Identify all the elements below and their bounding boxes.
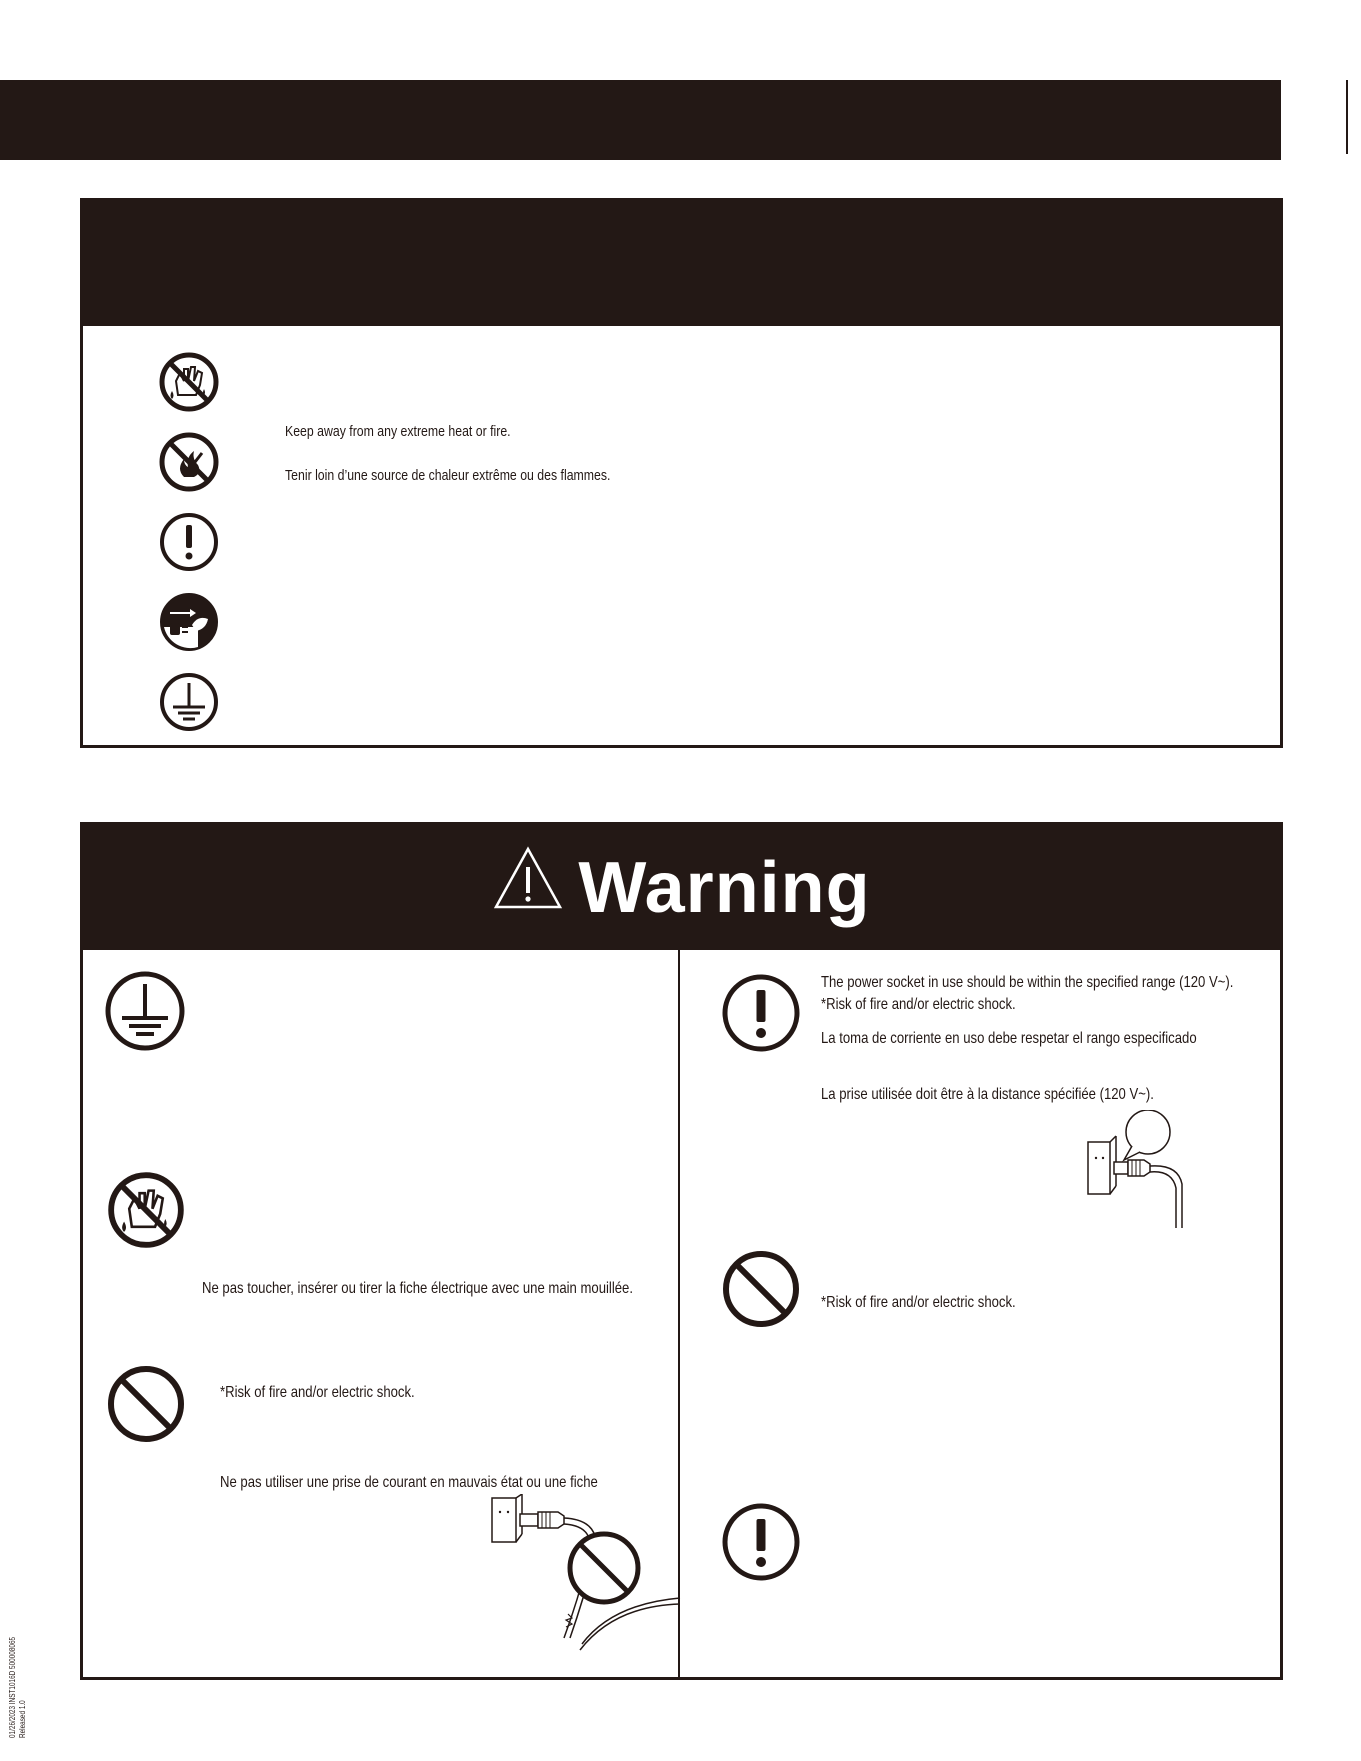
symbols-panel-header bbox=[83, 201, 1280, 326]
warning-triangle-icon bbox=[492, 845, 564, 923]
exclamation-icon bbox=[721, 1502, 801, 1582]
document-code-line-2: Released 1.0 bbox=[18, 1700, 27, 1738]
plug-socket-illustration bbox=[1084, 1110, 1214, 1235]
exclamation-icon bbox=[721, 973, 801, 1053]
prohibited-icon bbox=[106, 1364, 186, 1444]
page-edge-mark bbox=[1346, 80, 1348, 154]
range-text-en-1: The power socket in use should be within the specified range (120 V~). bbox=[821, 974, 1234, 991]
exclamation-icon bbox=[158, 511, 220, 573]
socket-text-fr: Ne pas utiliser une prise de courant en mauvais état ou une fiche bbox=[220, 1474, 598, 1491]
ground-icon bbox=[104, 970, 186, 1052]
warning-title bbox=[83, 847, 1280, 927]
warning-title-label: Warning bbox=[578, 847, 871, 928]
top-header-bar bbox=[0, 80, 1281, 160]
unplug-icon bbox=[158, 591, 220, 653]
no-fire-icon bbox=[158, 431, 220, 493]
range-text-es: La toma de corriente en uso debe respetar el rango especificado bbox=[821, 1030, 1197, 1047]
document-code bbox=[8, 1612, 28, 1738]
no-wet-hands-icon bbox=[106, 1170, 186, 1250]
ground-icon bbox=[158, 671, 220, 733]
wet-hands-text-fr: Ne pas toucher, insérer ou tirer la fiche électrique avec une main mouillée. bbox=[202, 1280, 633, 1297]
heat-warning-en: Keep away from any extreme heat or fire. bbox=[285, 423, 511, 440]
range-text-fr: La prise utilisée doit être à la distance spécifiée (120 V~). bbox=[821, 1086, 1154, 1103]
heat-warning-fr: Tenir loin d’une source de chaleur extrême ou des flammes. bbox=[285, 467, 611, 484]
risk-text-left: *Risk of fire and/or electric shock. bbox=[220, 1384, 415, 1401]
no-wet-hands-icon bbox=[158, 351, 220, 413]
risk-text-right: *Risk of fire and/or electric shock. bbox=[821, 1294, 1016, 1311]
range-text-en-2: *Risk of fire and/or electric shock. bbox=[821, 996, 1016, 1013]
symbols-panel bbox=[80, 198, 1283, 748]
prohibited-icon bbox=[721, 1249, 801, 1329]
warning-panel-header bbox=[83, 825, 1280, 950]
damaged-plug-illustration bbox=[486, 1494, 682, 1659]
document-code-line-1: 01/26/2023 INST1016D 500008065 bbox=[8, 1636, 17, 1738]
